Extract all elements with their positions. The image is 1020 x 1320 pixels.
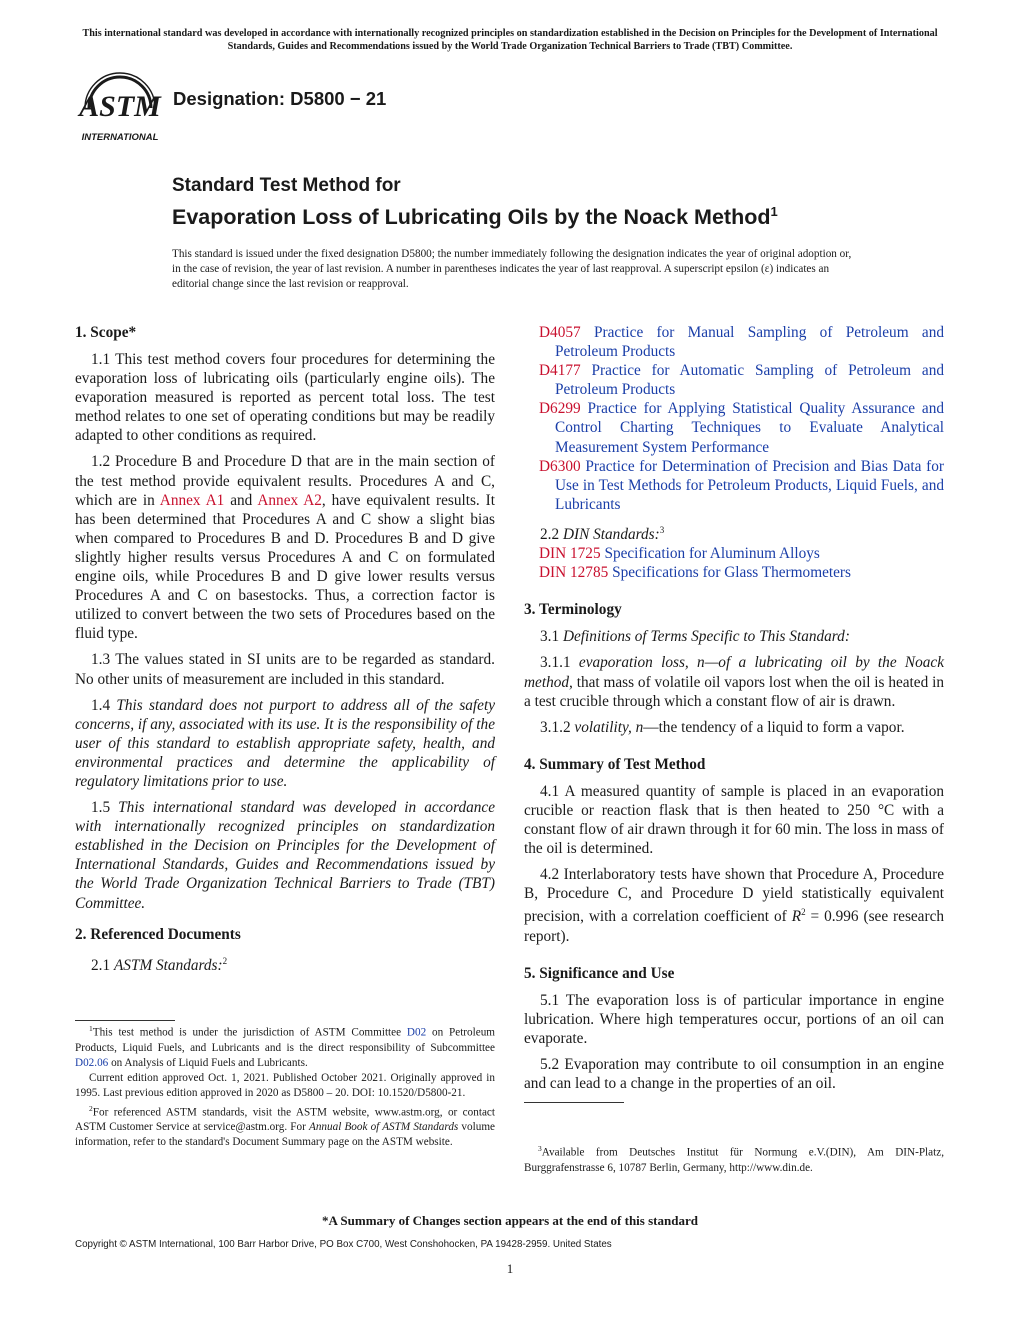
footnote-1 <box>75 1021 495 1071</box>
footnote-1-text-b: on Petroleum Products, Liquid Fuels, and Lubricants and is the direct responsibility of Subcommittee <box>75 1026 495 1054</box>
top-notice: This international standard was developed in accordance with internationally recognized principles on standardization established in the Decision on Principles for the Development of International Standards, Guides and Recommendations issued by the World Trade Organization Technical Barriers to Trade (TBT) Committee. <box>82 28 938 52</box>
footnote-3-mark: 3 <box>538 1144 542 1153</box>
summary-4-2-rest: = 0.996 (see research report). <box>524 908 945 945</box>
din-standards-label <box>524 521 944 544</box>
logo-subtext: INTERNATIONAL <box>81 132 159 143</box>
designation: Designation: D5800 − 21 <box>173 88 387 109</box>
title-main: Evaporation Loss of Lubricating Oils by the Noack Method <box>172 205 771 230</box>
scope-1-5-num: 1.5 <box>91 799 119 817</box>
din_refs-item <box>524 544 944 563</box>
title-block <box>172 174 952 231</box>
din_refs-code-link[interactable]: DIN 12785 <box>539 564 609 582</box>
scope-1-2-rest: , have equivalent results. It has been determined that Procedures A and C show a slight bias when compared to Procedures B and D. Procedures B and D give slightly higher results versus Procedures A and C on formulated engine oils, while Procedures B and D give lower results versus Procedures A and C on basestocks. Thus, a correction factor is utilized to convert between the two sets of Procedures based on the fluid type. <box>75 491 495 643</box>
footnote-2-book: Annual Book of ASTM Standards <box>309 1121 459 1134</box>
astm-standards-label <box>75 952 495 975</box>
scope-1-4-num: 1.4 <box>91 696 117 714</box>
footnotes-right <box>524 1141 944 1176</box>
footnote-3 <box>524 1141 944 1176</box>
terminology-3-1-2-num: 3.1.2 <box>540 718 575 736</box>
terminology-3-1-text: Definitions of Terms Specific to This Standard: <box>562 628 850 646</box>
astm_refs-item <box>524 361 944 399</box>
footnote-2 <box>75 1101 495 1151</box>
scope-1-4 <box>75 696 495 791</box>
footnote-1-text: This test method is under the jurisdiction of ASTM Committee <box>92 1026 407 1039</box>
astm_refs-title-link[interactable]: Practice for Manual Sampling of Petroleum and Petroleum Products <box>555 324 944 361</box>
committee-d02-link[interactable]: D02 <box>406 1026 427 1039</box>
astm_refs-code-link[interactable]: D6300 <box>539 457 581 475</box>
summary-4-2-text: 4.2 Interlaboratory tests have shown that Procedure A, Procedure B, Procedure C, and Procedure D yield statistically equivalent precision, with a correlation coefficient of <box>524 866 944 926</box>
astm_refs-item <box>524 457 944 514</box>
astm_refs-item <box>524 399 944 456</box>
summary-4-1: 4.1 A measured quantity of sample is placed in an evaporation crucible or reaction flask that is then heated to 250 °C with a constant flow of air drawn through it for 60 min. The loss in mass of the oil is determined. <box>524 782 944 858</box>
significance-heading: 5. Significance and Use <box>524 964 675 982</box>
footnote-2-text: For referenced ASTM standards, visit the ASTM website, www.astm.org, or contact ASTM Customer Service at service@astm.org. For <box>75 1106 495 1134</box>
footnote-1-text-c: on Analysis of Liquid Fuels and Lubricants. <box>108 1056 308 1069</box>
astm-logo <box>75 68 165 144</box>
footnote-1-mark: 1 <box>89 1024 93 1033</box>
terminology-3-1-2 <box>524 718 944 737</box>
terminology-3-1-2-text: —the tendency of a liquid to form a vapor. <box>643 718 905 736</box>
page-number: 1 <box>506 1261 514 1276</box>
astm-standards-num: 2.1 <box>91 956 114 974</box>
din-footnote-mark: 3 <box>659 524 665 535</box>
footnote-1-edition: Current edition approved Oct. 1, 2021. Published October 2021. Originally approved in 1995. Last previous edition approved in 2020 as D5800 – 20. DOI: 10.1520/D5800-21. <box>75 1071 495 1099</box>
astm_refs-code-link[interactable]: D6299 <box>539 400 581 418</box>
significance-5-2: 5.2 Evaporation may contribute to oil consumption in an engine and can lead to a change in the properties of an oil. <box>524 1055 944 1092</box>
logo-text: ASTM <box>79 90 161 123</box>
astm_refs-item <box>524 323 944 361</box>
title-line1: Standard Test Method for <box>172 175 401 196</box>
astm_refs-code-link[interactable]: D4057 <box>539 324 581 341</box>
summary-heading: 4. Summary of Test Method <box>524 755 706 773</box>
terminology-3-1-1 <box>524 653 944 710</box>
din_refs-title-link[interactable]: Specifications for Glass Thermometers <box>612 564 851 582</box>
din-standards-text: DIN Standards: <box>562 526 660 544</box>
terminology-3-1-1-num: 3.1.1 <box>540 654 579 672</box>
summary-of-changes-note: *A Summary of Changes section appears at the end of this standard <box>322 1213 698 1228</box>
terminology-3-1 <box>524 627 944 646</box>
scope-1-2-text: 1.2 Procedure B and Procedure D that are in the main section of the test method provide equivalent results. Procedures A and C, which are in <box>75 453 495 509</box>
summary-4-2-sq: 2 <box>801 907 806 918</box>
din_refs-code-link[interactable]: DIN 1725 <box>539 545 601 563</box>
astm_refs-title-link[interactable]: Practice for Applying Statistical Quality Assurance and Control Charting Techniques to Evaluate Analytical Measurement System Performance <box>555 400 945 456</box>
astm-reference-list <box>524 323 944 514</box>
astm-standards-text: ASTM Standards: <box>113 956 223 974</box>
subcommittee-d0206-link[interactable]: D02.06 <box>75 1056 109 1069</box>
scope-1-1: 1.1 This test method covers four procedures for determining the evaporation loss of lubricating oils (particularly engine oils). The evaporation measured is reported as percent total loss. The test method relates to one set of operating conditions but may be readily adapted to other conditions as required. <box>75 351 495 445</box>
scope-1-4-text: This standard does not purport to address all of the safety concerns, if any, associated with its use. It is the responsibility of the user of this standard to establish appropriate safety, health, and environmental practices and determine the applicability of regulatory limitations prior to use. <box>75 696 496 790</box>
annex-a1-link[interactable]: Annex A1 <box>159 491 225 509</box>
summary-4-2-r: R <box>791 908 802 926</box>
right-column <box>524 323 944 1100</box>
astm-footnote-mark: 2 <box>222 955 228 966</box>
scope-1-2 <box>75 452 495 643</box>
scope-1-2-and: and <box>224 491 258 509</box>
din-reference-list <box>524 544 944 582</box>
scope-1-5-text: This international standard was developed in accordance with internationally recognized principles on standardization established in the Decision on Principles for the Development of International Standards, Guides and Recommendations issued by the World Trade Organization Technical Barriers to Trade (TBT) Committee. <box>75 799 495 912</box>
term-evaporation-loss: evaporation loss, n—of a lubricating oil by the Noack method, <box>524 654 945 691</box>
title-footnote-mark: 1 <box>770 204 778 219</box>
footnotes-left <box>75 1021 495 1150</box>
astm_refs-title-link[interactable]: Practice for Determination of Precision and Bias Data for Use in Test Methods for Petroleum Products, Liquid Fuels, and Lubricants <box>555 457 944 513</box>
term-volatility: volatility, n <box>574 718 644 736</box>
footnote-3-text: Available from Deutsches Institut für Normung e.V.(DIN), Am DIN-Platz, Burggrafenstrasse 6, 10787 Berlin, Germany, http://www.din.de. <box>524 1146 944 1174</box>
significance-5-1: 5.1 The evaporation loss is of particular importance in engine lubrication. Where high temperatures occur, portions of an oil can evaporate. <box>524 991 944 1047</box>
issue-note: This standard is issued under the fixed designation D5800; the number immediately following the designation indicates the year of original adoption or, in the case of revision, the year of last revision. A number in parentheses indicates the year of last reapproval. A superscript epsilon (ε) indicates an editorial change since the last revision or reapproval. <box>172 248 852 290</box>
copyright: Copyright © ASTM International, 100 Barr Harbor Drive, PO Box C700, West Conshohocken, PA 19428-2959. United States <box>75 1239 612 1250</box>
astm_refs-code-link[interactable]: D4177 <box>539 362 581 380</box>
summary-4-2 <box>524 865 944 945</box>
terminology-heading: 3. Terminology <box>524 601 622 619</box>
scope-1-5 <box>75 798 495 913</box>
scope-heading: 1. Scope* <box>75 324 137 341</box>
title-line2 <box>172 198 952 231</box>
terminology-3-1-num: 3.1 <box>540 628 563 646</box>
din-standards-num: 2.2 <box>540 526 563 544</box>
scope-1-3: 1.3 The values stated in SI units are to be regarded as standard. No other units of measurement are included in this standard. <box>75 651 495 688</box>
din_refs-item <box>524 563 944 582</box>
terminology-3-1-1-text: that mass of volatile oil vapors lost when the oil is heated in a test crucible through which a constant flow of air is drawn. <box>524 673 944 710</box>
referenced-heading: 2. Referenced Documents <box>75 925 241 943</box>
din_refs-title-link[interactable]: Specification for Aluminum Alloys <box>604 545 820 563</box>
footnote-2-mark: 2 <box>89 1103 93 1113</box>
annex-a2-link[interactable]: Annex A2 <box>257 491 322 509</box>
left-column <box>75 323 495 982</box>
footnote-2-text-b: volume information, refer to the standard's Document Summary page on the ASTM website. <box>75 1121 495 1149</box>
astm_refs-title-link[interactable]: Practice for Automatic Sampling of Petroleum and Petroleum Products <box>555 362 944 399</box>
footnote-rule-right <box>524 1102 624 1103</box>
astm-logo-icon <box>75 68 165 144</box>
